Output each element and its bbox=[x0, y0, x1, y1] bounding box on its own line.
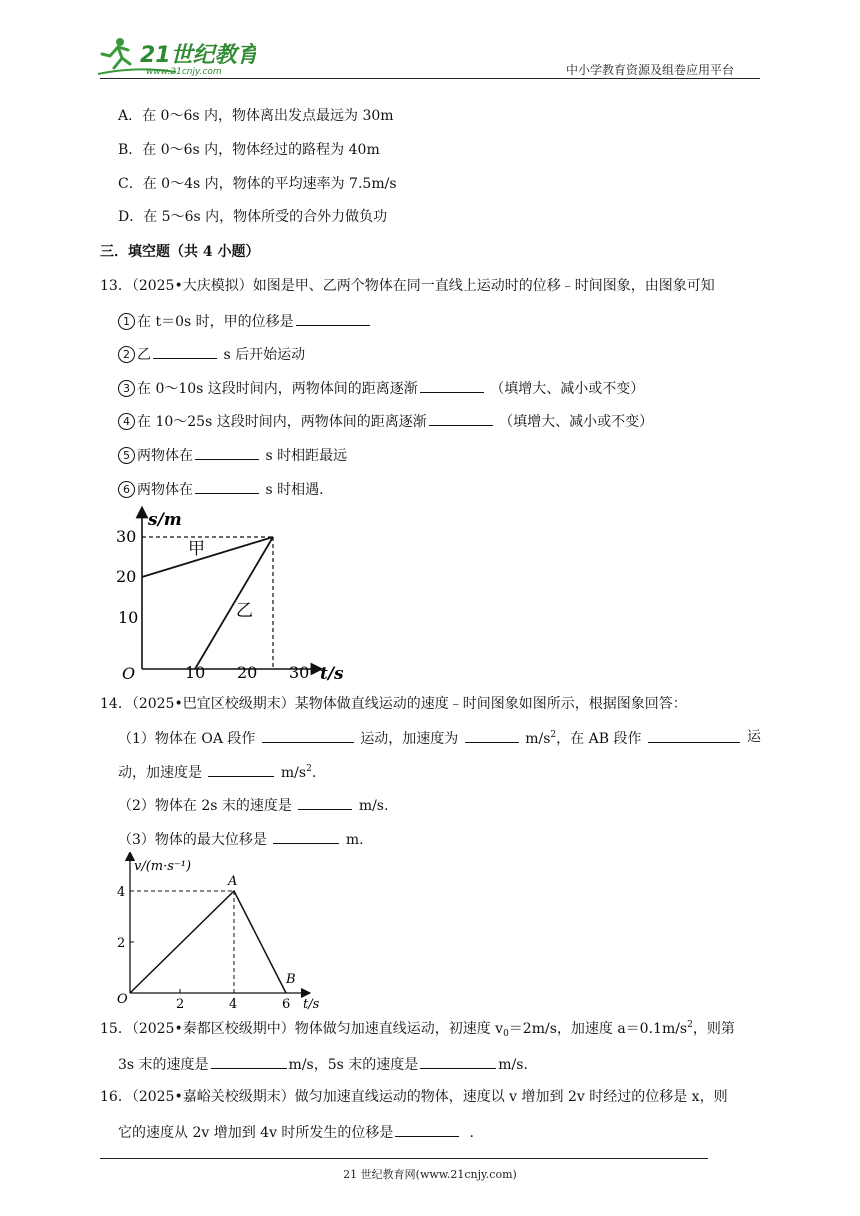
y-tick: 20 bbox=[116, 567, 137, 586]
circle-number: 1 bbox=[118, 313, 135, 330]
q13-item-3: 3 在 0～10s 这段时间内，两物体间的距离逐渐 （填增大、减小或不变） bbox=[118, 378, 644, 398]
q13-item-2: 2 乙 s 后开始运动 bbox=[118, 344, 305, 364]
y-tick: 10 bbox=[118, 608, 139, 627]
x-tick: 10 bbox=[185, 663, 206, 682]
option-d: D．在 5～6s 内，物体所受的合外力做负功 bbox=[118, 209, 388, 225]
x-tick: 4 bbox=[229, 997, 238, 1012]
q14-velocity-time-graph bbox=[110, 852, 330, 1012]
q15-line2: 3s 末的速度是 m/s，5s 末的速度是 m/s. bbox=[118, 1054, 528, 1074]
circle-number: 4 bbox=[118, 413, 135, 430]
answer-blank[interactable] bbox=[395, 1122, 459, 1137]
answer-blank[interactable] bbox=[296, 311, 370, 326]
footer-rule bbox=[100, 1158, 708, 1159]
x-axis-label: t/s bbox=[303, 997, 320, 1012]
q14-stem: 14．（2025•巴宜区校级期末）某物体做直线运动的速度﹣时间图象如图所示，根据图象回答： bbox=[100, 696, 687, 712]
x-tick: 30 bbox=[289, 663, 310, 682]
q13-position-time-graph bbox=[112, 506, 352, 686]
svg-text:21世纪教育: 21世纪教育 bbox=[140, 43, 256, 68]
y-tick: 30 bbox=[116, 527, 137, 546]
runner-logo-icon bbox=[96, 36, 256, 78]
answer-blank[interactable] bbox=[273, 829, 339, 844]
q13-item-4: 4 在 10～25s 这段时间内，两物体间的距离逐渐 （填增大、减小或不变） bbox=[118, 411, 653, 431]
q13-item-6: 6 两物体在 s 时相遇. bbox=[118, 479, 324, 499]
x-tick: 6 bbox=[282, 997, 291, 1012]
q16-line1: 16．（2025•嘉峪关校级期末）做匀加速直线运动的物体，速度以 v 增加到 2v 时经过的位移是 x，则 bbox=[100, 1089, 728, 1105]
option-c: C．在 0～4s 内，物体的平均速率为 7.5m/s bbox=[118, 176, 397, 192]
q14-part2: （2）物体在 2s 末的速度是 m/s. bbox=[118, 795, 388, 815]
answer-blank[interactable] bbox=[153, 344, 217, 359]
q14-part1-wrap: 运 bbox=[747, 729, 761, 745]
answer-blank[interactable] bbox=[298, 795, 352, 810]
point-b-label: B bbox=[286, 972, 296, 987]
svg-text:www.21cnjy.com: www.21cnjy.com bbox=[146, 67, 222, 77]
circle-number: 3 bbox=[118, 380, 135, 397]
q13-stem: 13．（2025•大庆模拟）如图是甲、乙两个物体在同一直线上运动时的位移﹣时间图象，由图象可知 bbox=[100, 278, 715, 294]
q16-line2: 它的速度从 2v 增加到 4v 时所发生的位移是 . bbox=[118, 1122, 474, 1142]
answer-blank[interactable] bbox=[195, 445, 259, 460]
origin-label: O bbox=[117, 992, 128, 1007]
circle-number: 2 bbox=[118, 346, 135, 363]
y-axis-label: s/m bbox=[148, 510, 182, 530]
q14-part3: （3）物体的最大位移是 m. bbox=[118, 829, 364, 849]
answer-blank[interactable] bbox=[208, 762, 274, 777]
answer-blank[interactable] bbox=[262, 728, 354, 743]
origin-label: O bbox=[122, 664, 136, 683]
answer-blank[interactable] bbox=[420, 1054, 496, 1069]
x-tick: 20 bbox=[237, 663, 258, 682]
x-axis-label: t/s bbox=[320, 664, 344, 684]
label-jia: 甲 bbox=[188, 539, 205, 559]
circle-number: 5 bbox=[118, 447, 135, 464]
velocity-line bbox=[130, 891, 286, 993]
point-a-label: A bbox=[228, 874, 238, 889]
site-logo bbox=[96, 36, 256, 78]
answer-blank[interactable] bbox=[465, 728, 519, 743]
answer-blank[interactable] bbox=[420, 378, 484, 393]
label-yi: 乙 bbox=[236, 601, 253, 621]
q13-item-5: 5 两物体在 s 时相距最远 bbox=[118, 445, 347, 465]
option-b: B．在 0～6s 内，物体经过的路程为 40m bbox=[118, 142, 380, 158]
x-tick: 2 bbox=[176, 997, 185, 1012]
answer-blank[interactable] bbox=[429, 411, 493, 426]
q14-part1-cont: 动，加速度是 $m/s^2$. bbox=[118, 764, 317, 781]
y-tick: 4 bbox=[117, 885, 126, 900]
platform-title: 中小学教育资源及组卷应用平台 bbox=[566, 63, 735, 77]
section-title: 三．填空题（共 4 小题） bbox=[100, 244, 260, 260]
q14-part1: （1）物体在 OA 段作 运动，加速度为 $m/s^2$，在 AB 段作 bbox=[118, 728, 742, 748]
option-a: A．在 0～6s 内，物体离出发点最远为 30m bbox=[118, 108, 394, 124]
circle-number: 6 bbox=[118, 481, 135, 498]
footer-text: 21 世纪教育网(www.21cnjy.com) bbox=[343, 1168, 517, 1181]
q15-line1: 15．（2025•秦都区校级期中）物体做匀加速直线运动，初速度 $v_0=2m/s$，加速度 $a=0.1m/s^2$，则第 bbox=[100, 1020, 735, 1039]
q13-item-1: 1 在 t＝0s 时，甲的位移是 bbox=[118, 311, 372, 331]
answer-blank[interactable] bbox=[195, 479, 259, 494]
answer-blank[interactable] bbox=[648, 728, 740, 743]
y-axis-label: v/(m·s⁻¹) bbox=[134, 859, 192, 874]
header-rule bbox=[100, 78, 760, 79]
y-tick: 2 bbox=[117, 936, 126, 951]
answer-blank[interactable] bbox=[211, 1054, 287, 1069]
